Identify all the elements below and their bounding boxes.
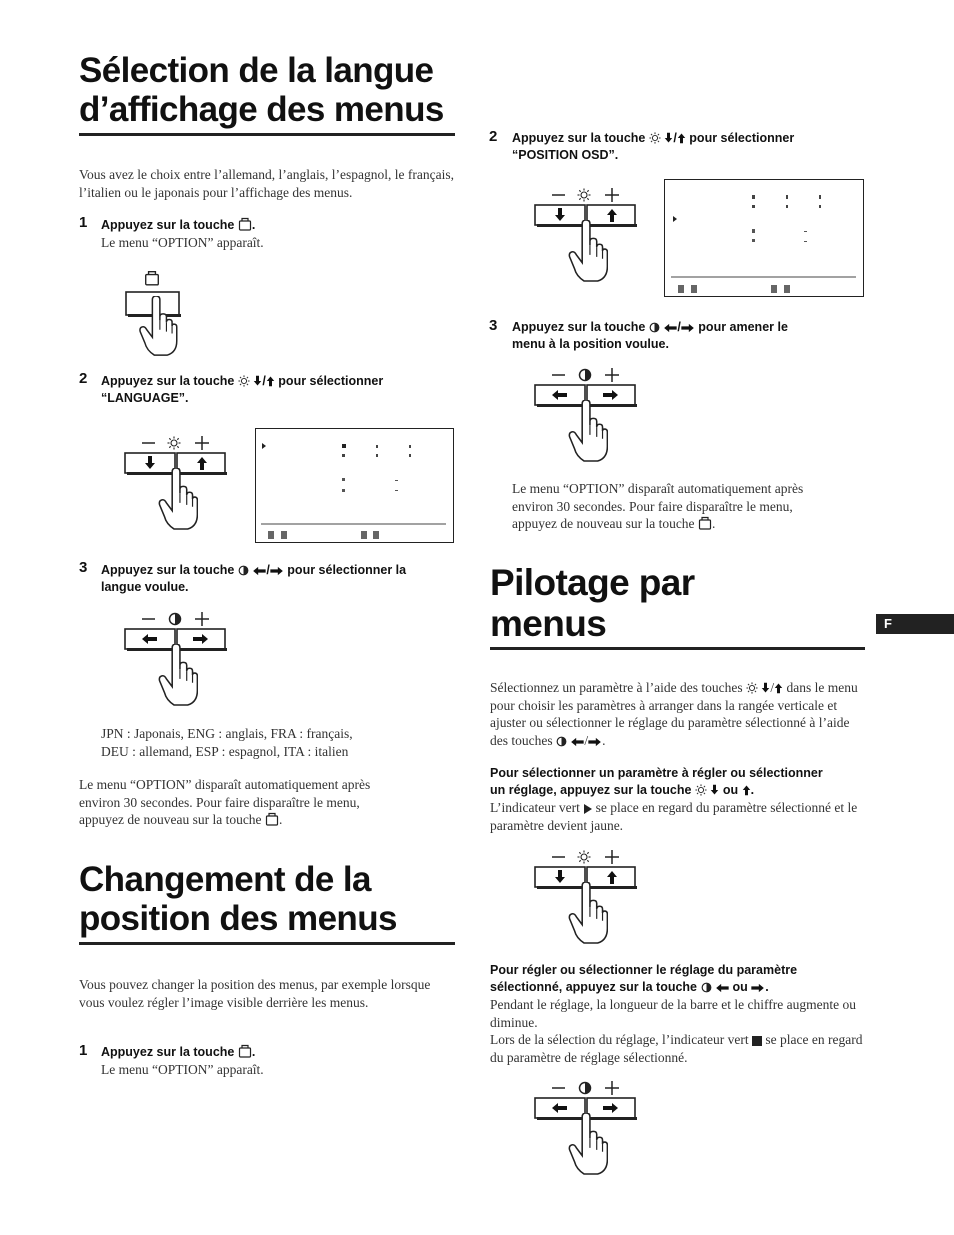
section1-title	[79, 51, 459, 129]
step-number: 3	[489, 317, 498, 334]
step3-text-c: menu à la position voulue.	[512, 337, 669, 351]
period: .	[711, 516, 716, 531]
arrow-down-icon	[664, 132, 673, 144]
section1-rule	[79, 133, 455, 136]
p1-text-a: Sélectionnez un paramètre à l’aide des touches	[490, 680, 743, 695]
slash: /	[584, 732, 589, 748]
brightness-icon	[746, 682, 758, 694]
step1-sub: Le menu “OPTION” apparaît.	[101, 1062, 264, 1077]
step3-text-b: pour sélectionner la	[287, 563, 407, 577]
green-square-indicator-icon	[752, 1036, 762, 1046]
arrow-up-icon	[774, 682, 783, 694]
contrast-icon	[238, 565, 249, 576]
p2-text-a: L’indicateur vert	[490, 800, 580, 815]
slash: /	[770, 680, 775, 695]
brightness-icon	[238, 375, 250, 387]
p2-bold-or: ou	[722, 783, 739, 797]
period: .	[765, 980, 769, 994]
section2-outro	[512, 480, 872, 533]
step3-text-b: pour amener le	[698, 320, 788, 334]
step3-instruction	[101, 562, 461, 596]
p3-text-b1: Lors de la sélection du réglage, l’indicateur vert	[490, 1032, 749, 1047]
contrast-keys-illustration	[530, 364, 640, 464]
arrow-left-icon	[252, 566, 266, 576]
language-codes-line1: JPN : Japonais, ENG : anglais, FRA : français,	[101, 726, 353, 741]
outro-line1: Le menu “OPTION” disparaît automatiquement après	[512, 481, 804, 496]
p2-bold-b: un réglage, appuyez sur la touche	[490, 783, 692, 797]
section2-intro: Vous pouvez changer la position des menus, par exemple lorsque vous voulez régler l’image visible derrière les menus.	[79, 977, 431, 1010]
step2-text-c: “LANGUAGE”.	[101, 391, 189, 405]
slash: /	[266, 563, 270, 577]
outro-line1: Le menu “OPTION” disparaît automatiquement après	[79, 777, 371, 792]
period: .	[251, 1045, 256, 1059]
step-number: 2	[79, 370, 88, 387]
p3-text-b2: se place en regard du paramètre de réglage sélectionné.	[490, 1032, 863, 1065]
step2-text-a: Appuyez sur la touche	[512, 131, 646, 145]
step2-text-c: “POSITION OSD”.	[512, 148, 619, 162]
arrow-right-icon	[270, 566, 284, 576]
p3-bold-or: ou	[732, 980, 748, 994]
arrow-left-icon	[570, 737, 584, 747]
section2-rule	[79, 942, 455, 945]
step3-text-a: Appuyez sur la touche	[512, 320, 646, 334]
step1-text: Appuyez sur la touche	[101, 1045, 235, 1059]
p3-bold-b: sélectionné, appuyez sur la touche	[490, 980, 698, 994]
contrast-icon	[649, 322, 660, 333]
contrast-icon	[701, 982, 712, 993]
section1-title-line1: Sélection de la langue	[79, 51, 434, 90]
arrow-right-icon	[751, 983, 765, 993]
language-codes-line2: DEU : allemand, ESP : espagnol, ITA : italien	[101, 743, 349, 759]
p1-text-b: dans le menu pour choisir les paramètres à arranger dans la rangée verticale et ajuster ou sélectionner le réglage du paramètre sélectionné à l’aide des touches	[490, 680, 858, 748]
brightness-keys-illustration	[120, 432, 230, 532]
step3-text-a: Appuyez sur la touche	[101, 563, 235, 577]
outro-line2: environ 30 secondes. Pour faire disparaître le menu,	[512, 498, 793, 514]
section2-step3	[512, 319, 852, 353]
section3-paragraph3	[490, 962, 868, 1066]
period: .	[750, 783, 755, 797]
contrast-keys-illustration	[530, 1077, 640, 1177]
contrast-icon	[556, 736, 567, 747]
p3-bold	[490, 962, 868, 996]
step-number: 3	[79, 559, 88, 576]
menu-button-icon	[698, 516, 712, 530]
period: .	[602, 732, 606, 748]
p3-text-a: Pendant le réglage, la longueur de la barre et le chiffre augmente ou diminue.	[490, 997, 856, 1030]
slash: /	[673, 131, 677, 145]
section2-title	[79, 860, 459, 938]
section3-title	[490, 562, 870, 644]
language-codes	[101, 725, 461, 760]
brightness-icon	[695, 784, 707, 796]
section1-intro: Vous avez le choix entre l’allemand, l’anglais, l’espagnol, le français, l’italien ou le japonais pour l’affichage des menus.	[79, 167, 454, 200]
section3-rule	[490, 647, 865, 650]
menu-button-icon	[238, 217, 252, 231]
brightness-keys-illustration	[530, 184, 640, 284]
brightness-icon	[649, 132, 661, 144]
step2-text-b: pour sélectionner	[689, 131, 795, 145]
outro-line3: appuyez de nouveau sur la touche	[79, 812, 262, 827]
arrow-right-icon	[588, 737, 602, 747]
step1-text: Appuyez sur la touche	[101, 218, 235, 232]
outro-line2: environ 30 secondes. Pour faire disparaître le menu,	[79, 794, 360, 810]
p2-bold	[490, 765, 868, 799]
language-tab: F	[876, 614, 954, 634]
step2-instruction	[101, 373, 461, 407]
brightness-keys-illustration	[530, 846, 640, 946]
outro-line3: appuyez de nouveau sur la touche	[512, 516, 695, 531]
slash: /	[262, 374, 266, 388]
p2-bold-a: Pour sélectionner un paramètre à régler ou sélectionner	[490, 766, 823, 780]
arrow-right-icon	[681, 323, 695, 333]
arrow-down-icon	[253, 375, 262, 387]
period: .	[278, 812, 283, 827]
section3-paragraph1	[490, 679, 868, 749]
osd-screen-language	[255, 428, 454, 543]
section3-title-line1: Pilotage par	[490, 562, 695, 603]
slash: /	[677, 320, 681, 334]
p3-bold-a: Pour régler ou sélectionner le réglage du paramètre	[490, 963, 798, 977]
step3-text-c: langue voulue.	[101, 580, 189, 594]
section3-paragraph2	[490, 765, 868, 834]
section1-title-line2: d’affichage des menus	[79, 90, 444, 129]
p3-text	[490, 996, 868, 1066]
menu-button-illustration	[118, 270, 188, 360]
arrow-left-icon	[663, 323, 677, 333]
step-number: 2	[489, 128, 498, 145]
arrow-down-icon	[710, 784, 719, 796]
arrow-left-icon	[715, 983, 729, 993]
arrow-up-icon	[742, 784, 751, 796]
step2-text-b: pour sélectionner	[278, 374, 384, 388]
section2-title-line1: Changement de la	[79, 860, 371, 899]
green-indicator-icon	[583, 804, 592, 814]
arrow-up-icon	[677, 132, 686, 144]
step2-text-a: Appuyez sur la touche	[101, 374, 235, 388]
step-number: 1	[79, 214, 88, 231]
period: .	[251, 218, 256, 232]
p2-text-b: se place en regard du paramètre sélectionné et le paramètre devient jaune.	[490, 800, 858, 833]
osd-screen-position	[664, 179, 864, 297]
step1-sub: Le menu “OPTION” apparaît.	[101, 235, 264, 250]
section3-title-line2: menus	[490, 603, 607, 644]
section2-title-line2: position des menus	[79, 899, 397, 938]
menu-button-icon	[265, 812, 279, 826]
section1-outro	[79, 776, 459, 829]
p2-text	[490, 799, 868, 834]
arrow-up-icon	[266, 375, 275, 387]
step-number: 1	[79, 1042, 88, 1059]
section2-step1	[101, 1044, 441, 1079]
section2-step2	[512, 130, 852, 164]
menu-button-icon	[238, 1044, 252, 1058]
contrast-keys-illustration	[120, 608, 230, 708]
step1-instruction	[101, 217, 441, 252]
